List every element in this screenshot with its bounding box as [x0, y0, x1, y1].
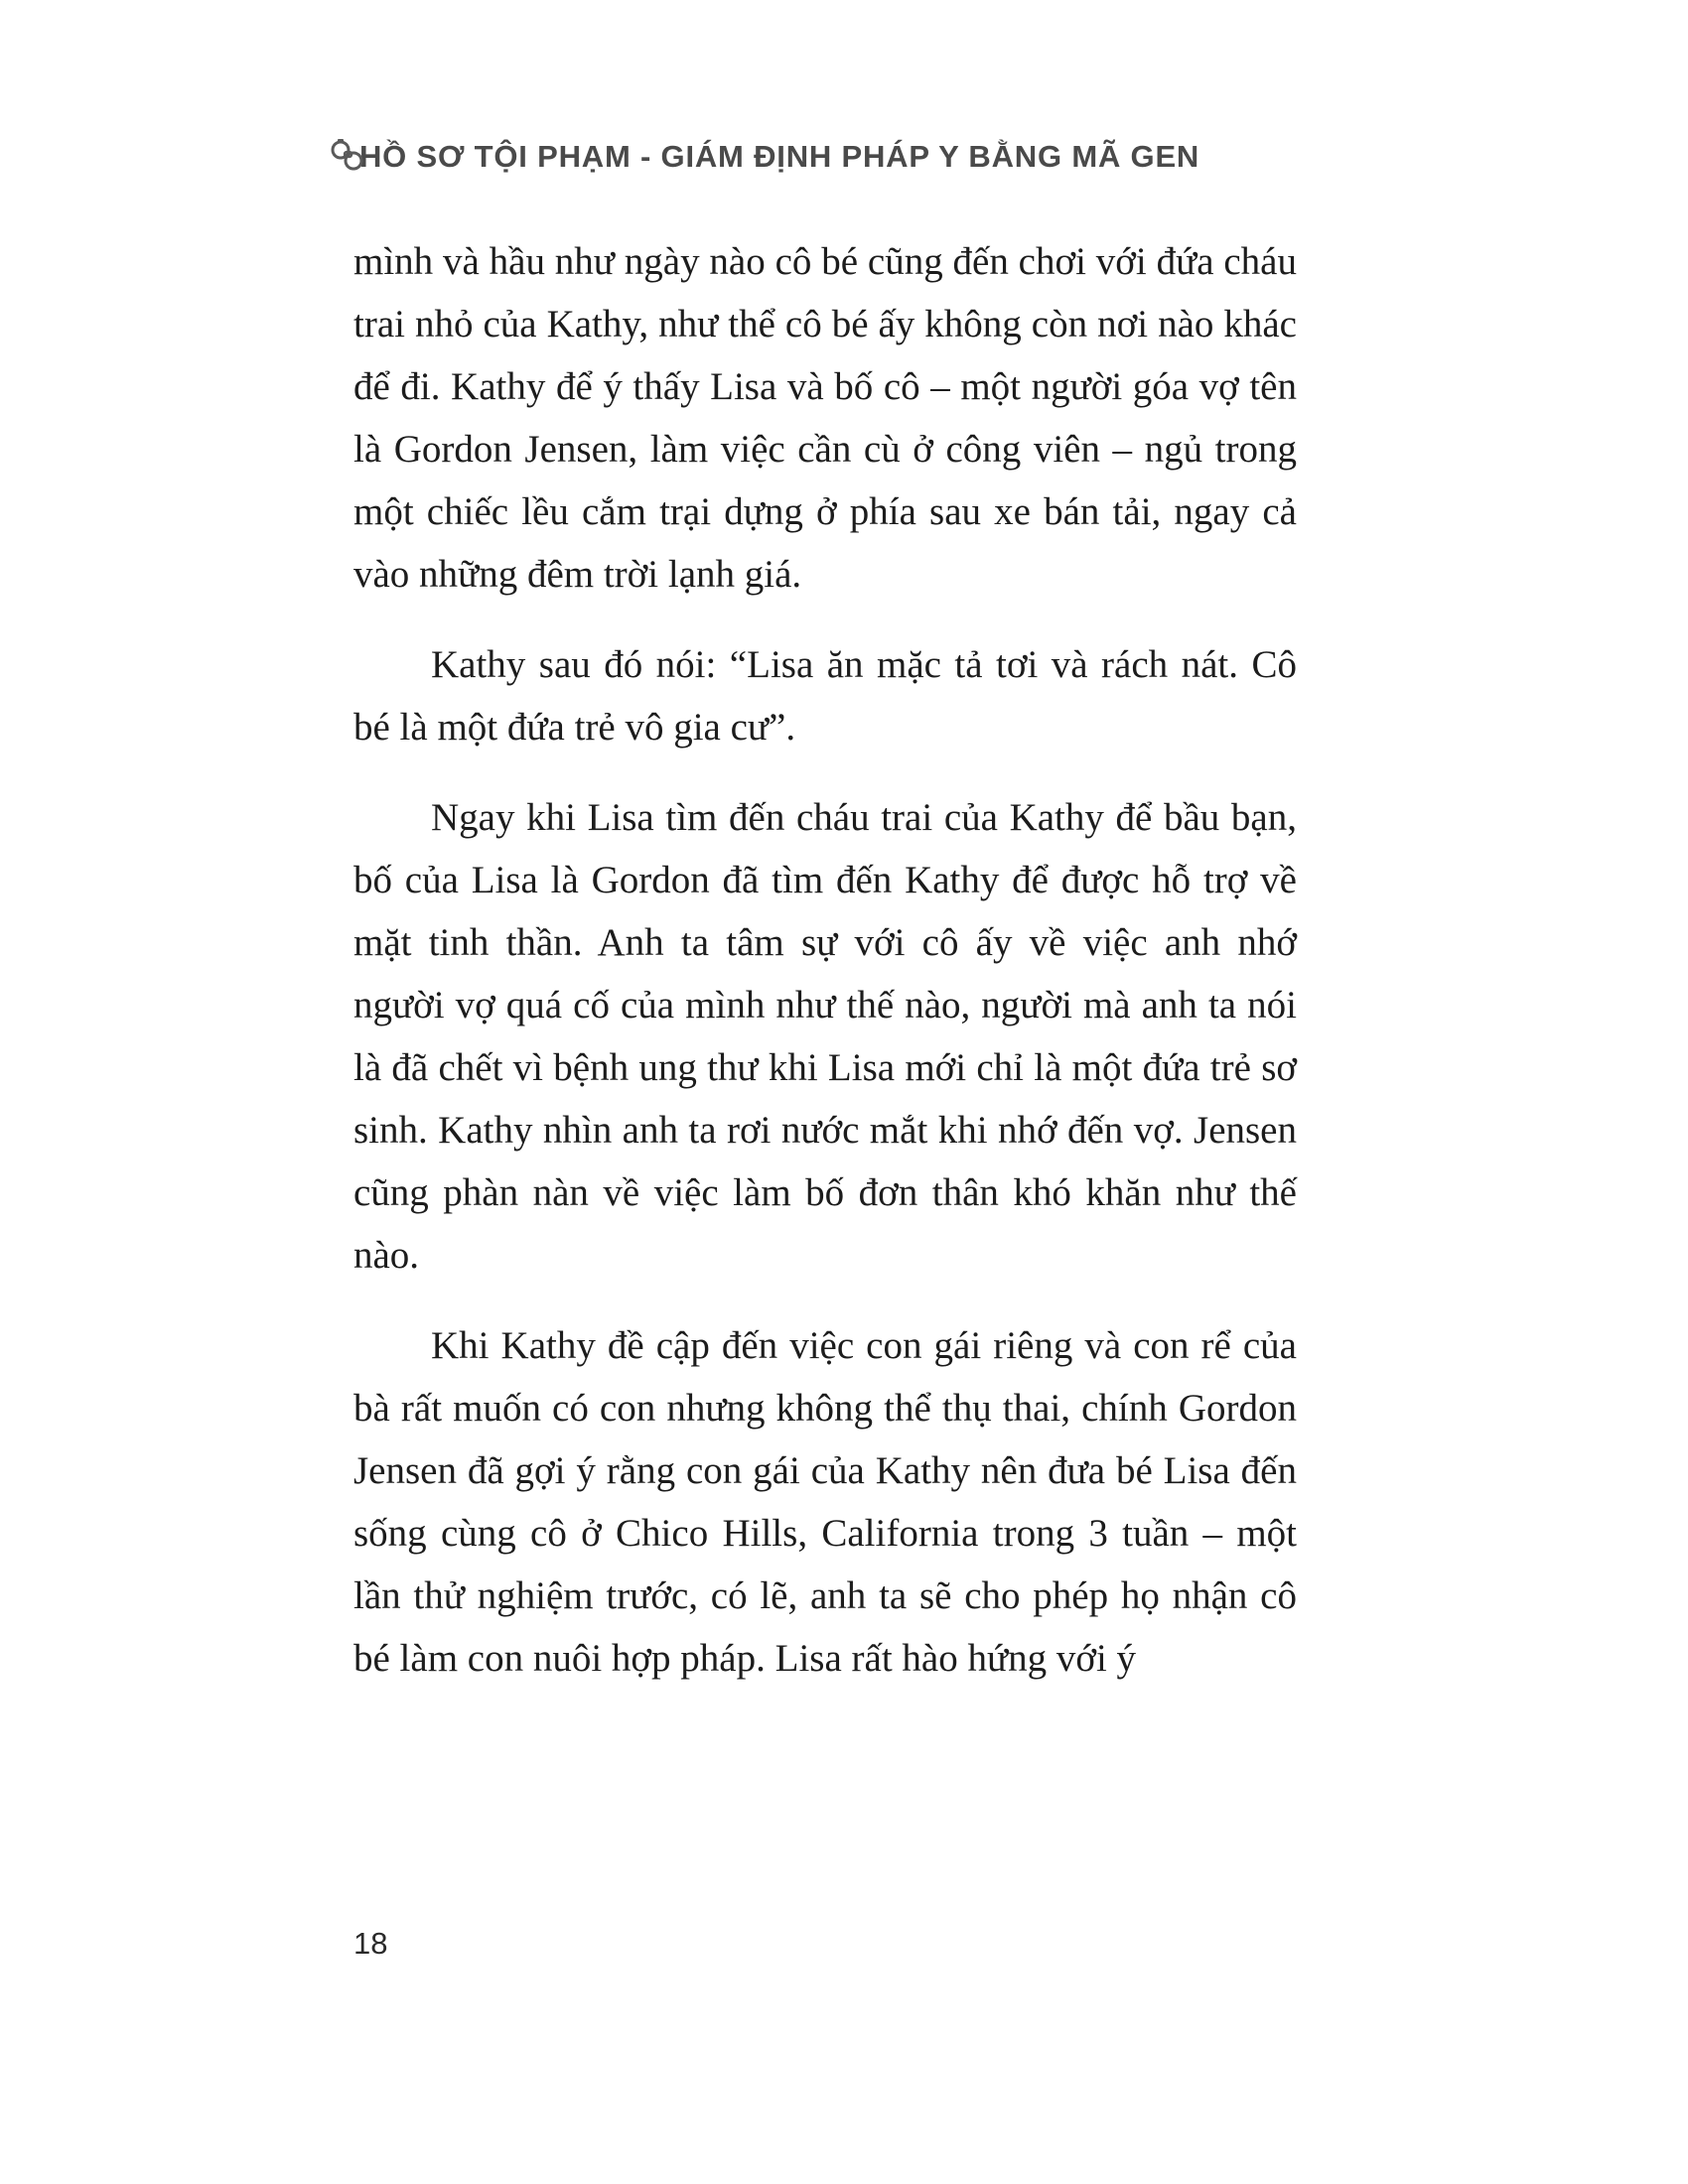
running-header	[328, 137, 1370, 177]
running-header-title: HỒ SƠ TỘI PHẠM - GIÁM ĐỊNH PHÁP Y BẰNG MÃ GEN	[359, 139, 1200, 174]
paragraph: Ngay khi Lisa tìm đến cháu trai của Kathy để bầu bạn, bố của Lisa là Gordon đã tìm đến Kathy để được hỗ trợ về mặt tinh thần. Anh ta tâm sự với cô ấy về việc anh nhớ người vợ quá cố của mình như thế nào, người mà anh ta nói là đã chết vì bệnh ung thư khi Lisa mới chỉ là một đứa trẻ sơ sinh. Kathy nhìn anh ta rơi nước mắt khi nhớ đến vợ. Jensen cũng phàn nàn về việc làm bố đơn thân khó khăn như thế nào.	[353, 796, 1297, 1277]
paragraph: mình và hầu như ngày nào cô bé cũng đến chơi với đứa cháu trai nhỏ của Kathy, như thể cô bé ấy không còn nơi nào khác để đi. Kathy để ý thấy Lisa và bố cô – một người góa vợ tên là Gordon Jensen, làm việc cần cù ở công viên – ngủ trong một chiếc lều cắm trại dựng ở phía sau xe bán tải, ngay cả vào những đêm trời lạnh giá.	[353, 240, 1297, 596]
body-text	[353, 230, 1297, 1717]
page-number: 18	[353, 1926, 388, 1961]
handcuffs-icon	[328, 135, 367, 175]
paragraph: Kathy sau đó nói: “Lisa ăn mặc tả tơi và rách nát. Cô bé là một đứa trẻ vô gia cư”.	[353, 643, 1297, 749]
paragraph: Khi Kathy đề cập đến việc con gái riêng và con rể của bà rất muốn có con nhưng không thể thụ thai, chính Gordon Jensen đã gợi ý rằng con gái của Kathy nên đưa bé Lisa đến sống cùng cô ở Chico Hills, California trong 3 tuần – một lần thử nghiệm trước, có lẽ, anh ta sẽ cho phép họ nhận cô bé làm con nuôi hợp pháp. Lisa rất hào hứng với ý	[353, 1324, 1297, 1680]
